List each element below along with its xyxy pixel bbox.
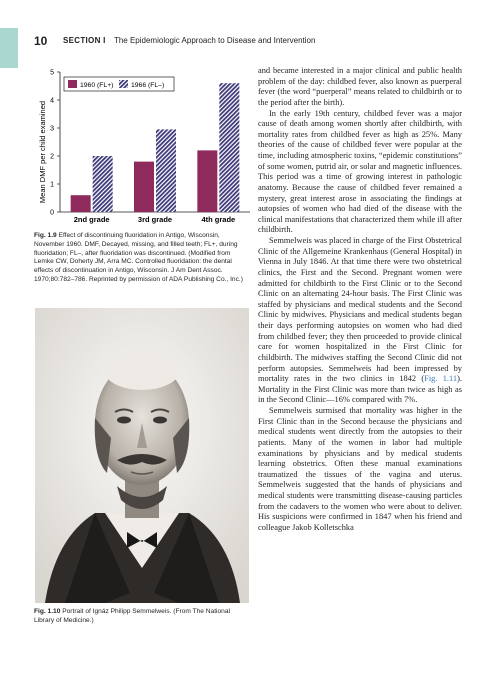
figure-1-9-caption [34, 232, 250, 285]
paragraph-4: Semmelweis surmised that mortality was higher in the First Clinic than in the Second because the physicians and medical students went directly from the autopsies to their patients. Many of the women in labor had multiple examinations by physicians and by medical students learning obstetrics. Often these manual examinations traumatized the tissues of the vagina and uterus. Semmelweis suggested that the hands of physicians and medical students were transmitting disease-causing particles from the cadavers to the women who were about to deliver. His suspicions were confirmed in 1847 when his friend and colleague Jakob Kolletschka [258, 406, 462, 532]
legend-swatch-fl-plus [68, 80, 77, 88]
chart-legend [64, 77, 174, 91]
y-tick-label: 4 [50, 97, 54, 105]
x-tick-label: 2nd grade [73, 215, 110, 224]
running-header [63, 36, 315, 45]
figure-1-10-caption [34, 608, 250, 626]
section-title: The Epidemiologic Approach to Disease and Intervention [113, 36, 316, 45]
bar-4th-grade-series-0 [197, 150, 217, 212]
dmf-bar-chart [32, 60, 250, 240]
figure-1-10-label: Fig. 1.10 [34, 608, 61, 615]
legend-label-fl-minus: 1966 (FL–) [131, 82, 165, 89]
legend-label-fl-plus: 1960 (FL+) [80, 82, 114, 89]
paragraph-2: In the early 19th century, childbed fever was a major cause of death among women shortly after childbirth, with mortality rates from childbed fever as high as 25%. Many theories of the cause of childbed fever were popular at the time, including atmospheric toxins, “epidemic constitutions” of some women, putrid air, or solar and magnetic influences. This period was a time of growing interest in pathologic anatomy. Because the cause of childbed fever remained a mystery, great interest arose in associating the findings at autopsies of women who had died of the disease with the clinical manifestations that characterized them while ill after childbirth. [258, 108, 462, 235]
figure-1-9-label: Fig. 1.9 [34, 232, 57, 239]
paragraph-3-text-b: ). Mortality in the First Clinic was more than twice as high as in the Second Clinic—16% compared with 7%. [258, 374, 462, 405]
chapter-color-tab [0, 28, 18, 68]
bar-3rd-grade-series-1 [156, 129, 176, 212]
bar-2nd-grade-series-1 [93, 156, 113, 212]
bar-3rd-grade-series-0 [134, 162, 154, 212]
bar-2nd-grade-series-0 [71, 195, 91, 212]
paragraph-3 [258, 236, 462, 406]
y-tick-label: 0 [50, 209, 54, 217]
figure-1-9-text: Effect of discontinuing fluoridation in Antigo, Wisconsin, November 1960. DMF, Decayed, missing, and filled teeth; FL+, during fluoridation; FL–, after fluoridation was discontinued. (Modified from Lemke CW, Doherty JM, Arra MC. Controlled fluoridation: the dental effects of discontinuation in Antigo, Wisconsin. J Am Dent Assoc. 1970;80:782–786. Reprinted by permission of ADA Publishing Co., Inc.) [34, 232, 243, 283]
legend-swatch-fl-minus [119, 80, 128, 88]
y-tick-label: 3 [50, 125, 54, 133]
semmelweis-portrait-image [35, 308, 249, 603]
y-tick-label: 5 [50, 69, 54, 77]
body-text-column [258, 66, 462, 534]
x-tick-label: 3rd grade [137, 215, 173, 224]
bar-4th-grade-series-1 [219, 83, 239, 212]
fig-1-11-link[interactable]: Fig. 1.11 [424, 374, 458, 384]
x-tick-label: 4th grade [201, 215, 236, 224]
paragraph-3-text-a: Semmelweis was placed in charge of the First Obstetrical Clinic of the Allgemeine Krankenhaus (General Hospital) in Vienna in July 1846. At that time there were two obstetrical clinics, the First and the Second. Pregnant women were admitted for childbirth to the First Clinic or to the Second Clinic on an alternating 24-hour basis. The First Clinic was staffed by physicians and medical students and the Second Clinic by midwives. Physicians and medical students began their days performing autopsies on women who had died from childbed fever; they then proceeded to provide clinical care for women hospitalized in the First Clinic for childbirth. The midwives staffing the Second Clinic did not perform autopsies. Semmelweis had been impressed by mortality rates in the two clinics in 1842 ( [258, 236, 462, 384]
y-tick-label: 2 [50, 153, 54, 161]
y-tick-label: 1 [50, 181, 54, 189]
page-number: 10 [34, 34, 48, 48]
figure-1-10-text: Portrait of Ignáz Philipp Semmelweis. (From The National Library of Medicine.) [34, 608, 230, 624]
y-axis-label: Mean DMF per child examined [38, 100, 47, 204]
section-label: SECTION I [63, 36, 106, 45]
paragraph-1: and became interested in a major clinical and public health problem of the day: childbed fever, also known as puerperal fever (the word “puerperal” means related to childbirth or to the period after the birth). [258, 66, 462, 107]
